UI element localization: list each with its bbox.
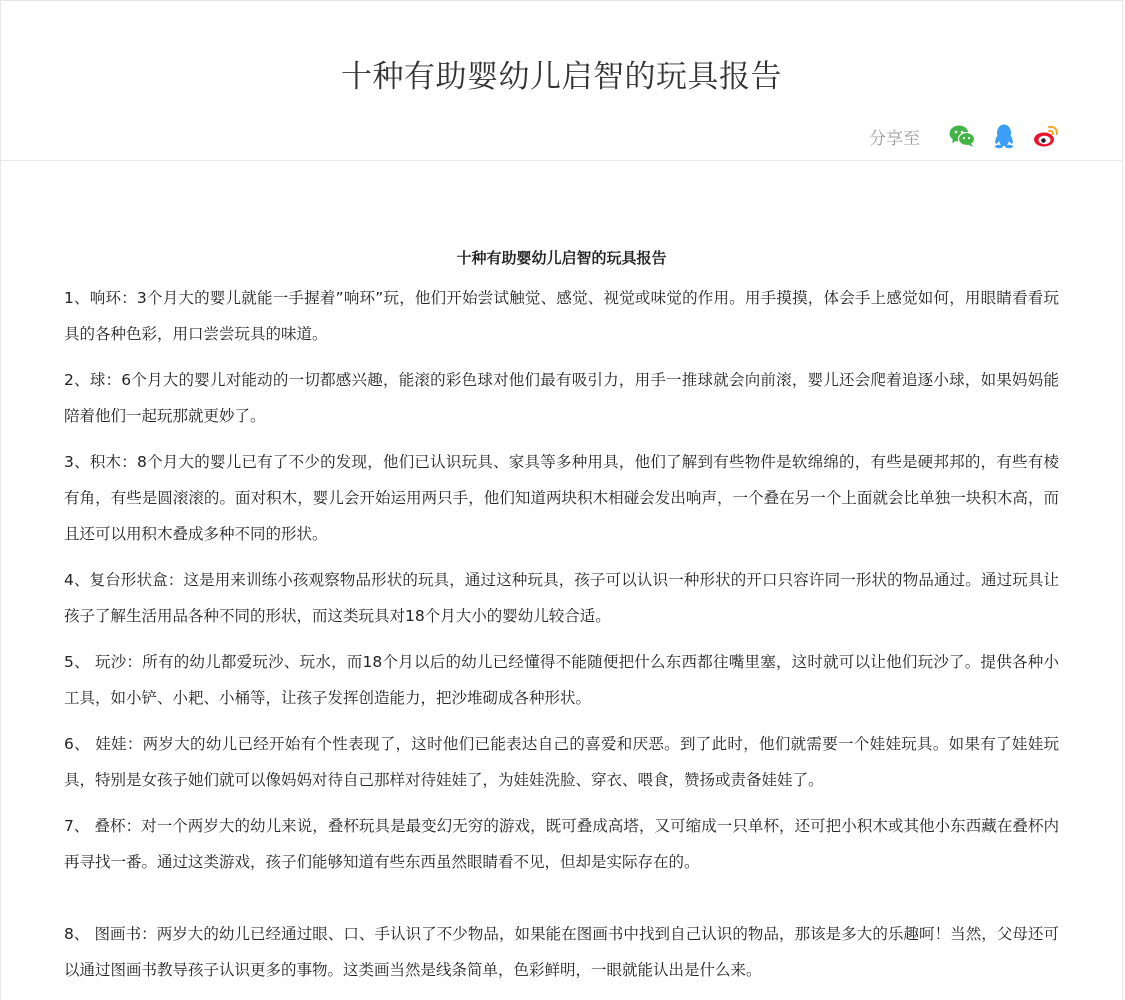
qq-icon[interactable]	[990, 122, 1018, 150]
article-paragraph: 2、球：6个月大的婴儿对能动的一切都感兴趣，能滚的彩色球对他们最有吸引力，用手一推球就会向前滚，婴儿还会爬着追逐小球，如果妈妈能陪着他们一起玩那就更妙了。	[64, 371, 1059, 425]
wechat-icon[interactable]	[948, 122, 976, 150]
article-paragraph: 7、 叠杯：对一个两岁大的幼儿来说，叠杯玩具是最变幻无穷的游戏，既可叠成高塔，又可缩成一只单杯，还可把小积木或其他小东西藏在叠杯内再寻找一番。通过这类游戏，孩子们能够知道有些东西虽然眼睛看不见，但却是实际存在的。	[64, 817, 1059, 871]
article-paragraph: 8、 图画书：两岁大的幼儿已经通过眼、口、手认识了不少物品，如果能在图画书中找到自己认识的物品，那该是多大的乐趣呵！当然，父母还可以通过图画书教导孩子认识更多的事物。这类画当然是线条简单，色彩鲜明，一眼就能认出是什么来。	[64, 925, 1059, 979]
article-paragraph: 6、 娃娃：两岁大的幼儿已经开始有个性表现了，这时他们已能表达自己的喜爱和厌恶。到了此时，他们就需要一个娃娃玩具。如果有了娃娃玩具，特别是女孩子她们就可以像妈妈对待自己那样对待娃娃了，为娃娃洗脸、穿衣、喂食，赞扬或责备娃娃了。	[64, 735, 1059, 789]
article-body	[1, 247, 1122, 988]
page-title: 十种有助婴幼儿启智的玩具报告	[341, 59, 782, 95]
article-title: 十种有助婴幼儿启智的玩具报告	[456, 249, 667, 267]
share-bar	[869, 121, 1060, 151]
share-label: 分享至	[869, 128, 920, 149]
page-header	[1, 1, 1122, 161]
article-paragraph: 4、复台形状盒：这是用来训练小孩观察物品形状的玩具，通过这种玩具，孩子可以认识一种形状的开口只容许同一形状的物品通过。通过玩具让孩子了解生活用品各种不同的形状，而这类玩具对18个月大小的婴幼儿较合适。	[64, 571, 1059, 625]
article-paragraph: 1、响环：3个月大的婴儿就能一手握着”响环”玩，他们开始尝试触觉、感觉、视觉或味觉的作用。用手摸摸，体会手上感觉如何，用眼睛看看玩具的各种色彩，用口尝尝玩具的味道。	[64, 289, 1059, 343]
article-paragraph: 5、 玩沙：所有的幼儿都爱玩沙、玩水，而18个月以后的幼儿已经懂得不能随便把什么东西都往嘴里塞，这时就可以让他们玩沙了。提供各种小工具，如小铲、小耙、小桶等，让孩子发挥创造能力，把沙堆砌成各种形状。	[64, 653, 1059, 707]
weibo-icon[interactable]	[1032, 122, 1060, 150]
article-paragraph: 3、积木：8个月大的婴儿已有了不少的发现，他们已认识玩具、家具等多种用具，他们了解到有些物件是软绵绵的，有些是硬邦邦的，有些有棱有角，有些是圆滚滚的。面对积木，婴儿会开始运用两只手，他们知道两块积木相碰会发出响声，一个叠在另一个上面就会比单独一块积木高，而且还可以用积木叠成多种不同的形状。	[64, 453, 1059, 543]
